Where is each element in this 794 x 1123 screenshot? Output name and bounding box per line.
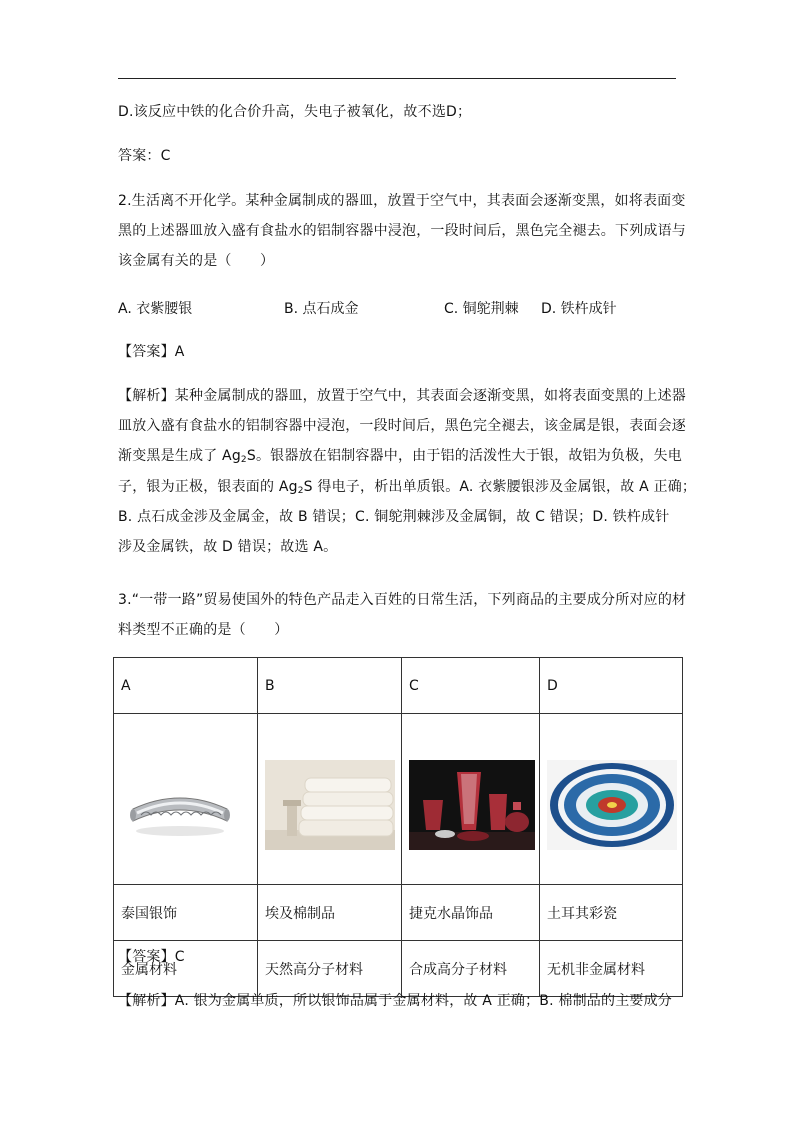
ceramic-plate-image [547, 760, 677, 850]
cell-letter-b: B [258, 658, 402, 714]
q2-option-c: C. 铜鸵荆棘 [444, 301, 519, 317]
q2-option-b: B. 点石成金 [284, 301, 359, 317]
caption-d: 土耳其彩瓷 [540, 885, 683, 941]
table-row [114, 658, 683, 714]
q2-stem-line-2: 黑的上述器皿放入盛有食盐水的铝制容器中浸泡，一段时间后，黑色完全褪去。下列成语与 [118, 223, 686, 239]
q2-stem-line-3: 该金属有关的是（ ） [118, 253, 275, 269]
q2-option-a: A. 衣紫腰银 [118, 301, 193, 317]
q2-analysis-line-2: 皿放入盛有食盐水的铝制容器中浸泡，一段时间后，黑色完全褪去，该金属是银，表面会逐 [118, 418, 686, 434]
q2-analysis-line-6: 涉及金属铁，故 D 错误；故选 A。 [118, 539, 338, 555]
caption-b: 埃及棉制品 [258, 885, 402, 941]
cell-image-c [402, 714, 540, 885]
q1-answer: 答案：C [118, 148, 171, 164]
material-b: 天然高分子材料 [258, 941, 402, 997]
q2-options [118, 294, 678, 324]
material-c: 合成高分子材料 [402, 941, 540, 997]
cell-letter-c: C [402, 658, 540, 714]
cell-image-d [540, 714, 683, 885]
header-rule [118, 78, 676, 79]
q2-stem-line-1: 2.生活离不开化学。某种金属制成的器皿，放置于空气中，其表面会逐渐变黑，如将表面变 [118, 193, 686, 209]
silver-bangle-image [121, 765, 239, 845]
cell-letter-d: D [540, 658, 683, 714]
q3-stem-line-1: 3.“一带一路”贸易使国外的特色产品走入百姓的日常生活，下列商品的主要成分所对应的材 [118, 592, 687, 608]
q2-answer: 【答案】A [118, 344, 185, 360]
caption-c: 捷克水晶饰品 [402, 885, 540, 941]
q3-analysis-line-1: 【解析】A. 银为金属单质，所以银饰品属于金属材料，故 A 正确；B. 棉制品的主要成分 [118, 993, 673, 1009]
q2-analysis-line-1: 【解析】某种金属制成的器皿，放置于空气中，其表面会逐渐变黑，如将表面变黑的上述器 [118, 388, 686, 404]
crystal-glassware-image [409, 760, 535, 850]
caption-a: 泰国银饰 [114, 885, 258, 941]
table-row [114, 885, 683, 941]
q3-stem-line-2: 料类型不正确的是（ ） [118, 622, 289, 638]
q2-option-d: D. 铁杵成针 [541, 301, 617, 317]
material-d: 无机非金属材料 [540, 941, 683, 997]
q3-answer: 【答案】C [118, 949, 185, 965]
material-a: 金属材料 [114, 941, 258, 997]
cell-image-b [258, 714, 402, 885]
q2-analysis-line-5: B. 点石成金涉及金属金，故 B 错误；C. 铜鸵荆棘涉及金属铜，故 C 错误；D. 铁杵成针 [118, 509, 670, 525]
q2-analysis-line-4: 子，银为正极，银表面的 $Ag_2S$ 得电子，析出单质银。A. 衣紫腰银涉及金属银，故 A 正确； [118, 479, 697, 496]
q1-option-d: D.该反应中铁的化合价升高，失电子被氧化，故不选D； [118, 104, 472, 120]
q2-analysis-line-3: 渐变黑是生成了 $Ag_2S$。银器放在铝制容器中，由于铝的活泼性大于银，故铝为负极，失电 [118, 448, 682, 465]
cotton-towels-image [265, 760, 395, 850]
cell-image-a [114, 714, 258, 885]
table-row [114, 714, 683, 885]
cell-letter-a: A [114, 658, 258, 714]
